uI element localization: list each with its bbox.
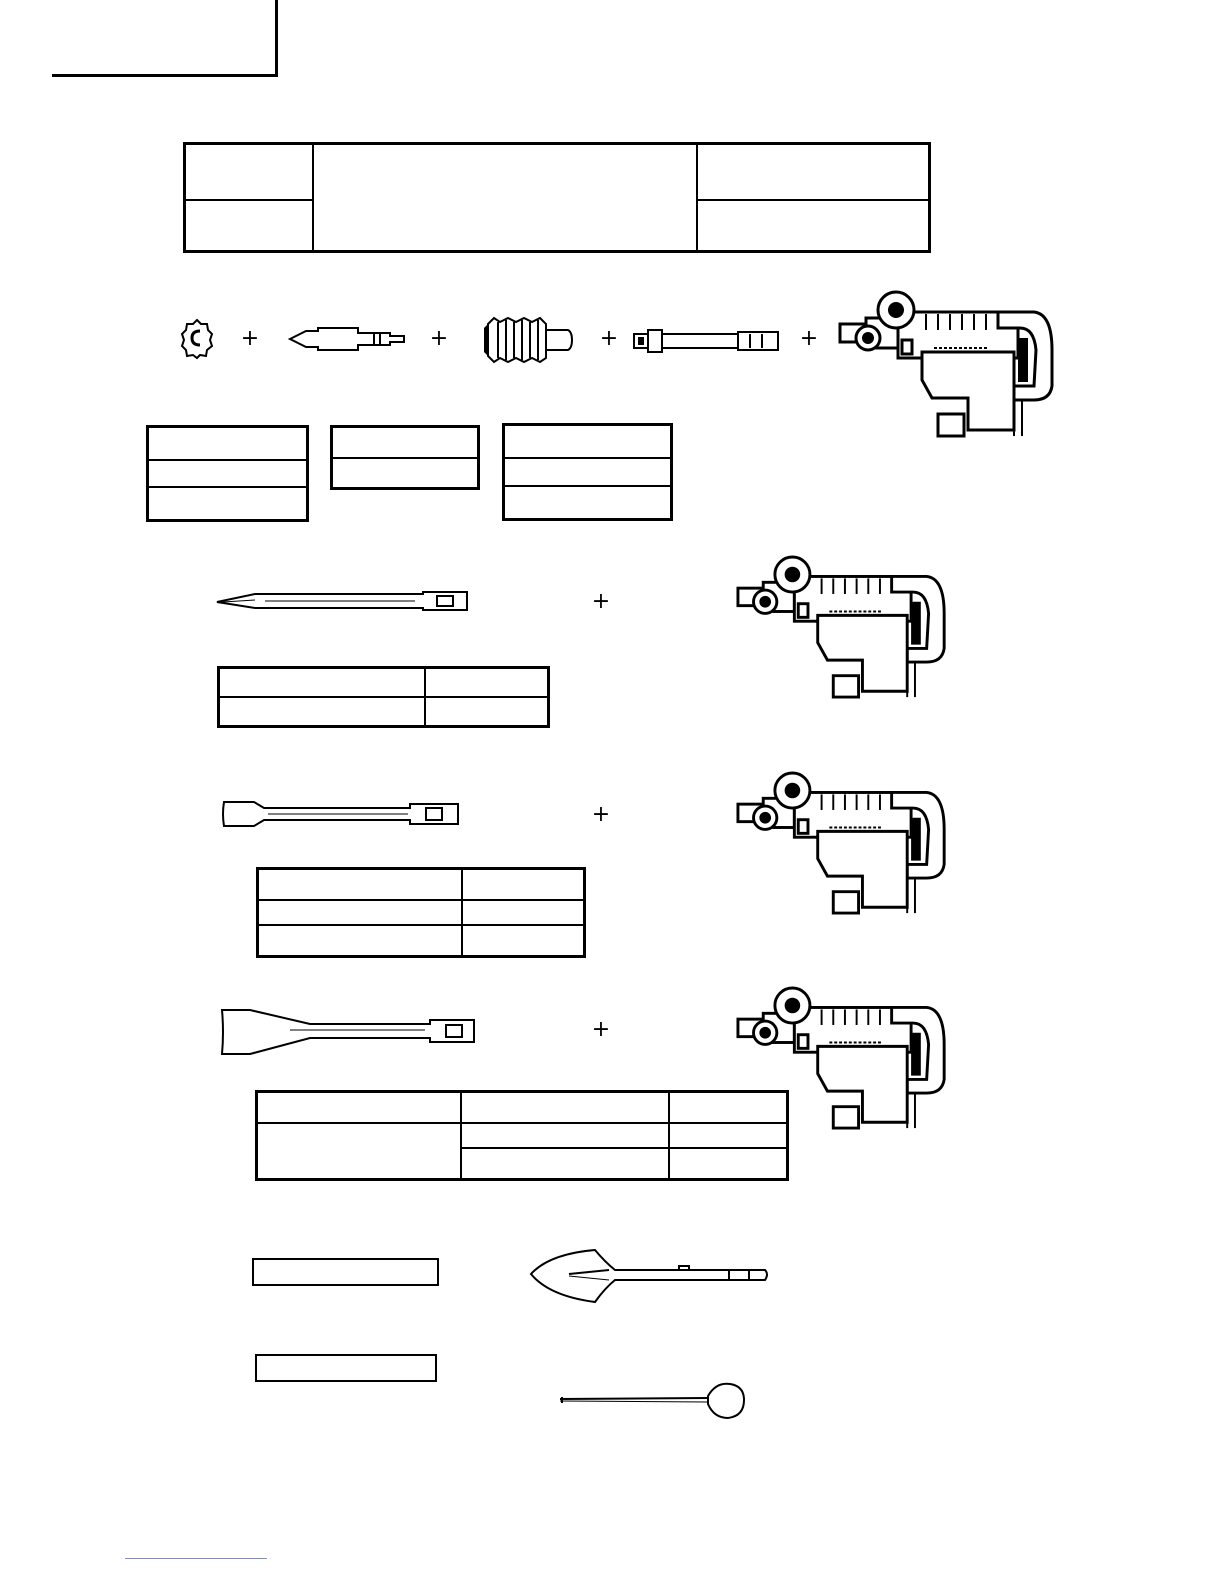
spec-cell [669, 1123, 788, 1148]
plus-sign: + [591, 589, 611, 614]
spec-cell [461, 1123, 669, 1148]
spec-cell [257, 1092, 461, 1123]
scraper-icon [220, 1008, 478, 1056]
spec-cell [461, 1092, 669, 1123]
rotary-hammer-icon [736, 771, 950, 919]
spec-cell [504, 425, 672, 459]
blow-out-bulb-icon [558, 1380, 746, 1420]
header-cell [185, 144, 313, 200]
spec-cell [257, 1123, 461, 1180]
plus-sign: + [591, 802, 611, 827]
plus-sign: + [799, 326, 819, 351]
spec-cell [258, 900, 462, 925]
plus-sign: + [429, 326, 449, 351]
spec-table [330, 425, 480, 490]
spec-table [502, 423, 673, 521]
label-box [255, 1354, 437, 1382]
spec-table [146, 425, 309, 522]
label-box [252, 1258, 439, 1286]
header-cell [697, 144, 930, 200]
corner-bracket [52, 0, 278, 77]
rotary-hammer-icon [736, 555, 950, 703]
spec-cell [332, 458, 479, 489]
spec-cell [462, 900, 585, 925]
spec-cell [461, 1148, 669, 1179]
footer-rule [125, 1558, 267, 1559]
spec-cell [425, 697, 549, 727]
spec-table [217, 666, 550, 728]
spec-cell [504, 486, 672, 520]
spec-cell [148, 487, 308, 521]
spec-cell [462, 869, 585, 900]
spec-cell [219, 697, 425, 727]
rotary-hammer-icon [838, 290, 1058, 442]
spec-table [255, 1090, 789, 1181]
spec-cell [258, 869, 462, 900]
header-table [183, 142, 931, 253]
bull-point-icon [215, 590, 473, 614]
spec-cell [219, 668, 425, 698]
cold-chisel-icon [220, 800, 462, 828]
spec-cell [504, 458, 672, 485]
spec-cell [258, 925, 462, 956]
spec-cell [462, 925, 585, 956]
core-bit-icon [482, 316, 574, 364]
spec-cell [669, 1148, 788, 1179]
header-cell [697, 200, 930, 252]
header-cell-title [313, 144, 697, 252]
plus-sign: + [240, 326, 260, 351]
spec-cell [669, 1092, 788, 1123]
spec-cell [148, 427, 308, 461]
shank-adapter-icon [632, 324, 782, 356]
spec-cell [148, 460, 308, 487]
shovel-icon [529, 1248, 771, 1304]
spec-cell [332, 427, 479, 458]
spec-cell [425, 668, 549, 698]
spec-table [256, 867, 586, 958]
washer-icon [180, 318, 214, 358]
center-pin-icon [288, 326, 406, 352]
plus-sign: + [591, 1017, 611, 1042]
plus-sign: + [599, 326, 619, 351]
header-cell [185, 200, 313, 252]
